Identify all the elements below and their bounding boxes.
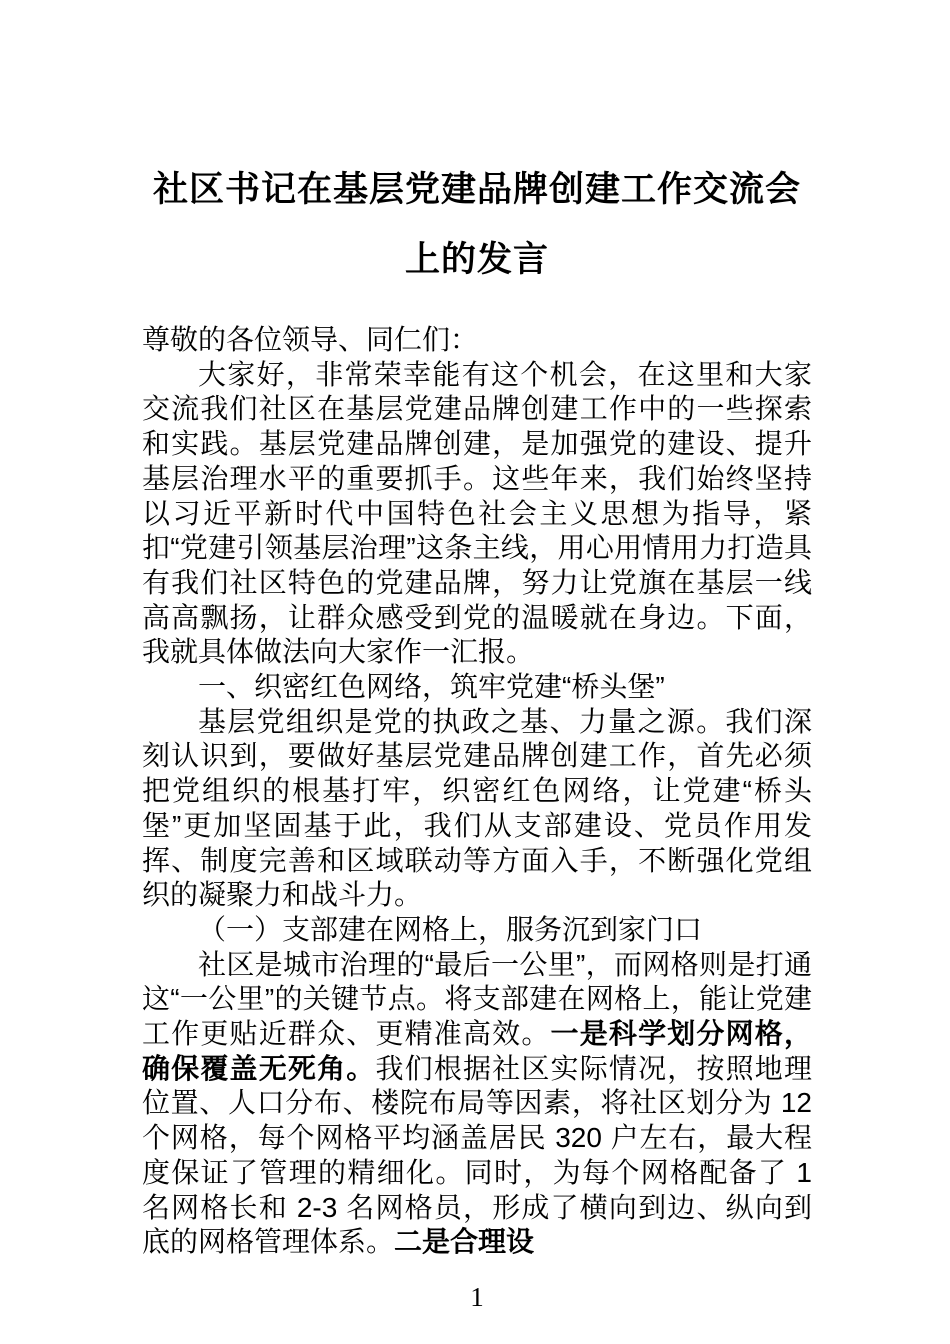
text-run: 基层党组织是党的执政之基、力量之源。我们深刻认识到，要做好基层党建品牌创建工作，首先必须把党组织的根基打牢，织密红色网络，让党建“桥头堡”更加坚固基于此，我们从支部建设、党员作用发挥、制度完善和区域联动等方面入手，不断强化党组织的凝聚力和战斗力。	[142, 705, 812, 911]
text-run: 尊敬的各位领导、同仁们：	[142, 324, 479, 355]
text-run-bold: 一是科学划分网格，确保覆盖无死角。	[142, 1018, 812, 1084]
document-body	[142, 323, 812, 1260]
text-run-bold: 二是合理设	[394, 1226, 535, 1258]
section-1-paragraph	[142, 705, 812, 913]
document-title-line-2: 上的发言	[404, 240, 549, 279]
document-title-line-1: 社区书记在基层党建品牌创建工作交流会	[152, 170, 801, 209]
document-title	[142, 155, 812, 295]
text-run: 社区是城市治理的“最后一公里”，而网格则是打通这“一公里”的关键节点。将支部建在网格上，能让党建工作更贴近群众、更精准高效。	[142, 948, 812, 1050]
text-run: 大家好，非常荣幸能有这个机会，在这里和大家交流我们社区在基层党建品牌创建工作中的一些探索和实践。基层党建品牌创建，是加强党的建设、提升基层治理水平的重要抓手。这些年来，我们始终坚持以习近平新时代中国特色社会主义思想为指导，紧扣“党建引领基层治理”这条主线，用心用情用力打造具有我们社区特色的党建品牌，努力让党旗在基层一线高高飘扬，让群众感受到党的温暖就在身边。下面，我就具体做法向大家作一汇报。	[142, 358, 812, 668]
page-number: 1	[470, 1281, 484, 1312]
salutation-line	[142, 323, 812, 358]
intro-paragraph	[142, 358, 812, 670]
subsection-heading-1-1	[142, 913, 812, 948]
section-heading-1	[142, 670, 812, 705]
text-run: （一）支部建在网格上，服务沉到家门口	[198, 913, 703, 945]
text-run: 一、织密红色网络，筑牢党建“桥头堡”	[198, 671, 665, 703]
subsection-1-1-paragraph	[142, 948, 812, 1260]
text-run: 我们根据社区实际情况，按照地理位置、人口分布、楼院布局等因素，将社区划分为 12 个网格，每个网格平均涵盖居民 320 户左右，最大程度保证了管理的精细化。同时，为每个网格配备了 1 名网格长和 2-3 名网格员，形成了横向到边、纵向到底的网格管理体系。	[142, 1052, 812, 1258]
